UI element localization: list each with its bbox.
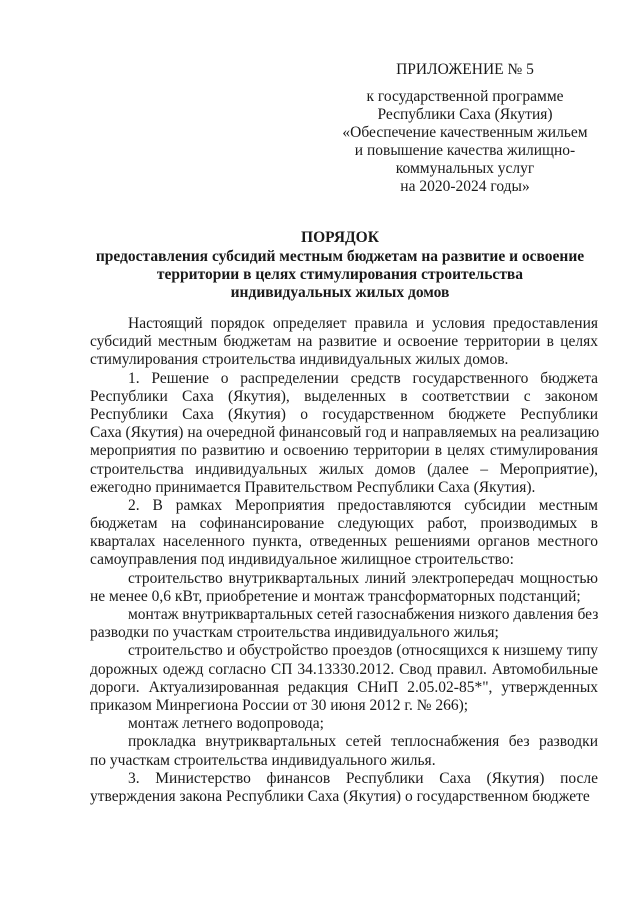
body-line: Настоящий порядок определяет правила и условия предоставления [128, 315, 598, 332]
body-line: бюджетам на софинансирование следующих работ, производимых в [90, 515, 598, 533]
body-line: Саха (Якутия) на очередной финансовый год и направляемых на реализацию [90, 424, 600, 442]
body-line: строительство и обустройство проездов (относящихся к низшему типу [128, 642, 598, 660]
body-paragraph [90, 497, 598, 570]
appendix-caption [340, 88, 590, 196]
body-line: монтаж летнего водопровода; [128, 715, 324, 733]
body-line: разводки по участкам строительства индивидуального жилья; [90, 624, 499, 642]
appendix-title: ПРИЛОЖЕНИЕ № 5 [396, 61, 534, 78]
body-paragraph [90, 315, 598, 370]
subtitle-line: территории в целях стимулирования строительства [156, 266, 524, 283]
body-paragraph [90, 733, 598, 769]
appendix-line: коммунальных услуг [395, 160, 535, 177]
body-line: 2. В рамках Мероприятия предоставляются субсидии местным [128, 496, 598, 514]
body-paragraph [90, 606, 598, 642]
subtitle-line: предоставления субсидий местным бюджетам на развитие и освоение [95, 248, 585, 265]
appendix-line: Республики Саха (Якутия) [377, 106, 553, 123]
document-title: ПОРЯДОК [301, 229, 379, 246]
body-paragraph [90, 770, 598, 806]
body-line: кварталах населенного пункта, отведенных решениями органов местного [90, 533, 598, 551]
body-line: дороги. Актуализированная редакция СНиП 2.05.02-85*", утвержденных [90, 678, 598, 696]
body-line: субсидий местным бюджетам на развитие и освоение территории в целях [90, 333, 598, 351]
subtitle-line: индивидуальных жилых домов [230, 284, 450, 301]
body-line: строительства индивидуальных жилых домов (далее – Мероприятие), [90, 460, 598, 478]
body-line: монтаж внутриквартальных сетей газоснабжения низкого давления без [128, 606, 599, 623]
body-line: мероприятия по развитию и освоению территории в целях стимулирования [90, 442, 598, 460]
body-line: самоуправления под индивидуальное жилищное строительство: [90, 551, 514, 569]
body-paragraph [90, 370, 598, 497]
appendix-line: «Обеспечение качественным жильем [342, 124, 588, 141]
body-paragraph [90, 715, 598, 733]
body-line: стимулирования строительства индивидуальных жилых домов. [90, 351, 509, 369]
body-paragraph [90, 570, 598, 606]
body-line: Республики Саха (Якутия) о государственном бюджете Республики [90, 405, 598, 423]
body-paragraph [90, 642, 598, 715]
body-line: Республики Саха (Якутия), выделенных в соответствии с законом [90, 387, 598, 405]
body-line: дорожных одежд согласно СП 34.13330.2012. Свод правил. Автомобильные [90, 660, 598, 678]
body-line: строительство внутриквартальных линий электропередач мощностью [128, 569, 598, 587]
appendix-line: и повышение качества жилищно- [354, 142, 576, 159]
body-line: прокладка внутриквартальных сетей теплоснабжения без разводки [128, 733, 598, 751]
body-line: утверждения закона Республики Саха (Якутия) о государственном бюджете [90, 787, 590, 805]
body-line: по участкам строительства индивидуального жилья. [90, 751, 436, 769]
body-line: не менее 0,6 кВт, приобретение и монтаж трансформаторных подстанций; [90, 587, 581, 605]
document-body [90, 315, 598, 806]
body-line: ежегодно принимается Правительством Республики Саха (Якутия). [90, 478, 536, 496]
body-line: 3. Министерство финансов Республики Саха (Якутия) после [128, 769, 598, 787]
body-line: приказом Минрегиона России от 30 июня 2012 г. № 266); [90, 696, 469, 714]
body-line: 1. Решение о распределении средств государственного бюджета [128, 369, 598, 387]
appendix-line: на 2020-2024 годы» [400, 178, 530, 195]
appendix-line: к государственной программе [366, 88, 564, 105]
document-subtitle [80, 248, 600, 302]
